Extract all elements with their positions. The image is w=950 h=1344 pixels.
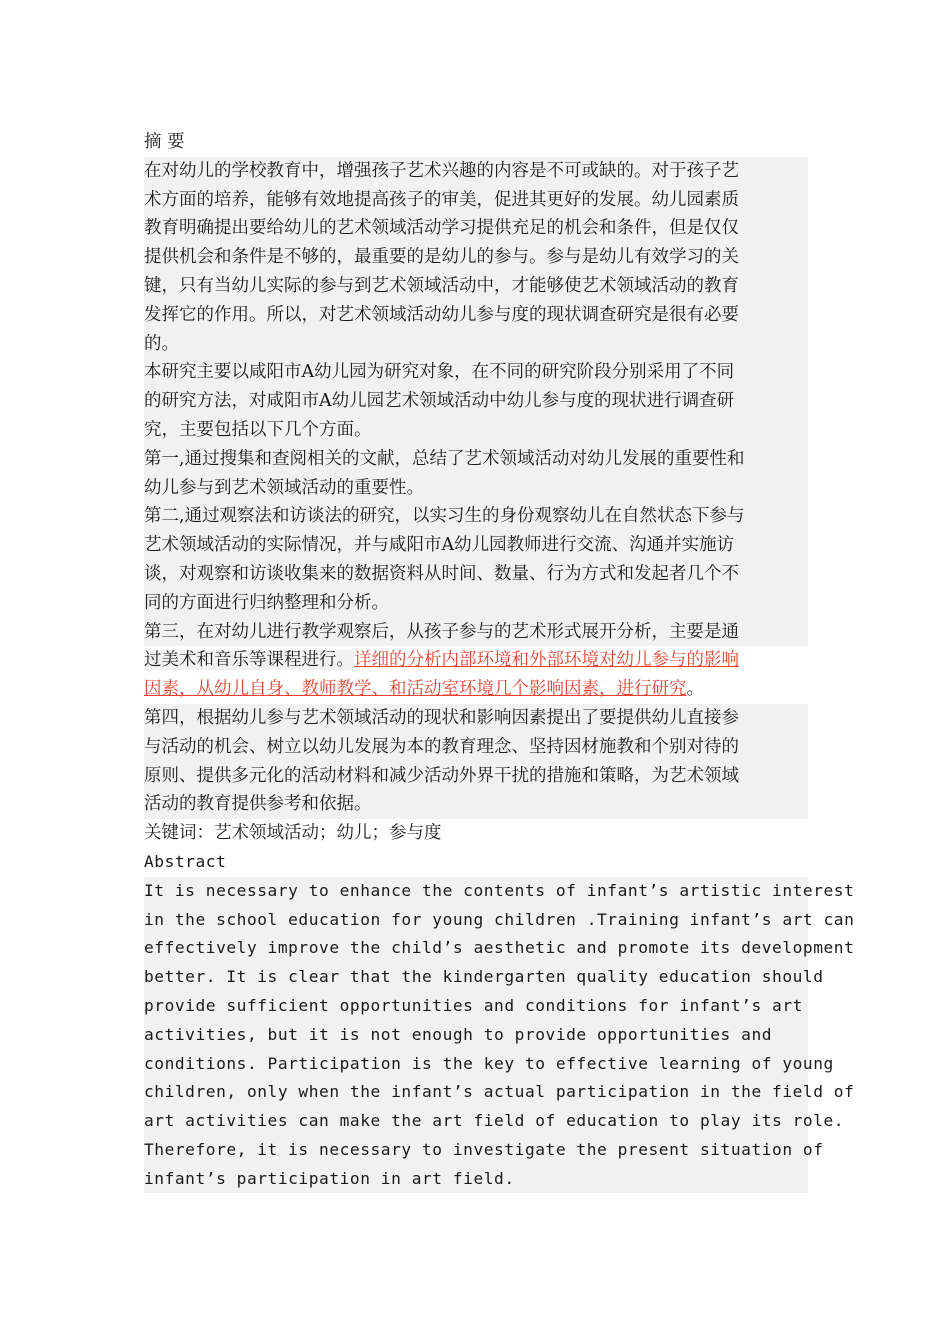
en-line: better. It is clear that the kindergarten quality education should	[144, 963, 808, 992]
en-line: art activities can make the art field of education to play its role.	[144, 1107, 808, 1136]
zh-line-with-red-start	[144, 646, 808, 675]
en-line: conditions. Participation is the key to effective learning of young	[144, 1050, 808, 1079]
zh-line: 第三，在对幼儿进行教学观察后，从孩子参与的艺术形式展开分析，主要是通	[144, 618, 808, 647]
red-underlined-text: 详细的分析内部环境和外部环境对幼儿参与的影响	[354, 650, 739, 671]
en-line: Therefore, it is necessary to investigate the present situation of	[144, 1136, 808, 1165]
abstract-heading-zh: 摘 要	[144, 132, 185, 152]
zh-line: 术方面的培养，能够有效地提高孩子的审美，促进其更好的发展。幼儿园素质	[144, 186, 808, 215]
zh-line: 谈，对观察和访谈收集来的数据资料从时间、数量、行为方式和发起者几个不	[144, 560, 808, 589]
keywords-line: 关键词：艺术领域活动；幼儿；参与度	[144, 823, 442, 844]
zh-line: 活动的教育提供参考和依据。	[144, 790, 808, 819]
zh-line: 幼儿参与到艺术领域活动的重要性。	[144, 474, 808, 503]
zh-text: 。	[686, 679, 704, 700]
abstract-heading-en: Abstract	[144, 851, 227, 871]
zh-line: 的研究方法，对咸阳市A幼儿园艺术领域活动中幼儿参与度的现状进行调查研	[144, 387, 808, 416]
zh-line: 键，只有当幼儿实际的参与到艺术领域活动中，才能够使艺术领域活动的教育	[144, 272, 808, 301]
en-abstract-paragraph	[144, 877, 855, 1194]
zh-line: 提供机会和条件是不够的，最重要的是幼儿的参与。参与是幼儿有效学习的关	[144, 243, 808, 272]
red-underlined-text: 因素，从幼儿自身、教师教学、和活动室环境几个影响因素，进行研究	[144, 679, 687, 700]
zh-line: 究，主要包括以下几个方面。	[144, 416, 808, 445]
en-line: children, only when the infant’s actual participation in the field of	[144, 1078, 808, 1107]
document-body	[144, 128, 855, 1193]
en-line: It is necessary to enhance the contents of infant’s artistic interest	[144, 877, 808, 906]
zh-line: 与活动的机会、树立以幼儿发展为本的教育理念、坚持因材施教和个别对待的	[144, 733, 808, 762]
en-line: effectively improve the child’s aesthetic and promote its development	[144, 934, 808, 963]
zh-line: 原则、提供多元化的活动材料和减少活动外界干扰的措施和策略，为艺术领域	[144, 762, 808, 791]
zh-line: 同的方面进行归纳整理和分析。	[144, 589, 808, 618]
en-line: provide sufficient opportunities and conditions for infant’s art	[144, 992, 808, 1021]
zh-line: 第一,通过搜集和查阅相关的文献，总结了艺术领域活动对幼儿发展的重要性和	[144, 445, 808, 474]
en-line: in the school education for young children .Training infant’s art can	[144, 906, 808, 935]
zh-abstract-paragraphs	[144, 157, 808, 819]
zh-line-with-red-end	[144, 675, 808, 704]
zh-line: 第二,通过观察法和访谈法的研究，以实习生的身份观察幼儿在自然状态下参与	[144, 502, 808, 531]
zh-line: 在对幼儿的学校教育中，增强孩子艺术兴趣的内容是不可或缺的。对于孩子艺	[144, 157, 808, 186]
zh-line: 教育明确提出要给幼儿的艺术领域活动学习提供充足的机会和条件，但是仅仅	[144, 214, 808, 243]
zh-text: 过美术和音乐等课程进行。	[144, 650, 354, 671]
zh-line: 的。	[144, 330, 808, 359]
en-line: activities, but it is not enough to provide opportunities and	[144, 1021, 808, 1050]
zh-line: 艺术领域活动的实际情况，并与咸阳市A幼儿园教师进行交流、沟通并实施访	[144, 531, 808, 560]
en-line: infant’s participation in art field.	[144, 1165, 808, 1194]
zh-line: 第四，根据幼儿参与艺术领域活动的现状和影响因素提出了要提供幼儿直接参	[144, 704, 808, 733]
zh-line: 发挥它的作用。所以，对艺术领域活动幼儿参与度的现状调查研究是很有必要	[144, 301, 808, 330]
zh-line: 本研究主要以咸阳市A幼儿园为研究对象，在不同的研究阶段分别采用了不同	[144, 358, 808, 387]
